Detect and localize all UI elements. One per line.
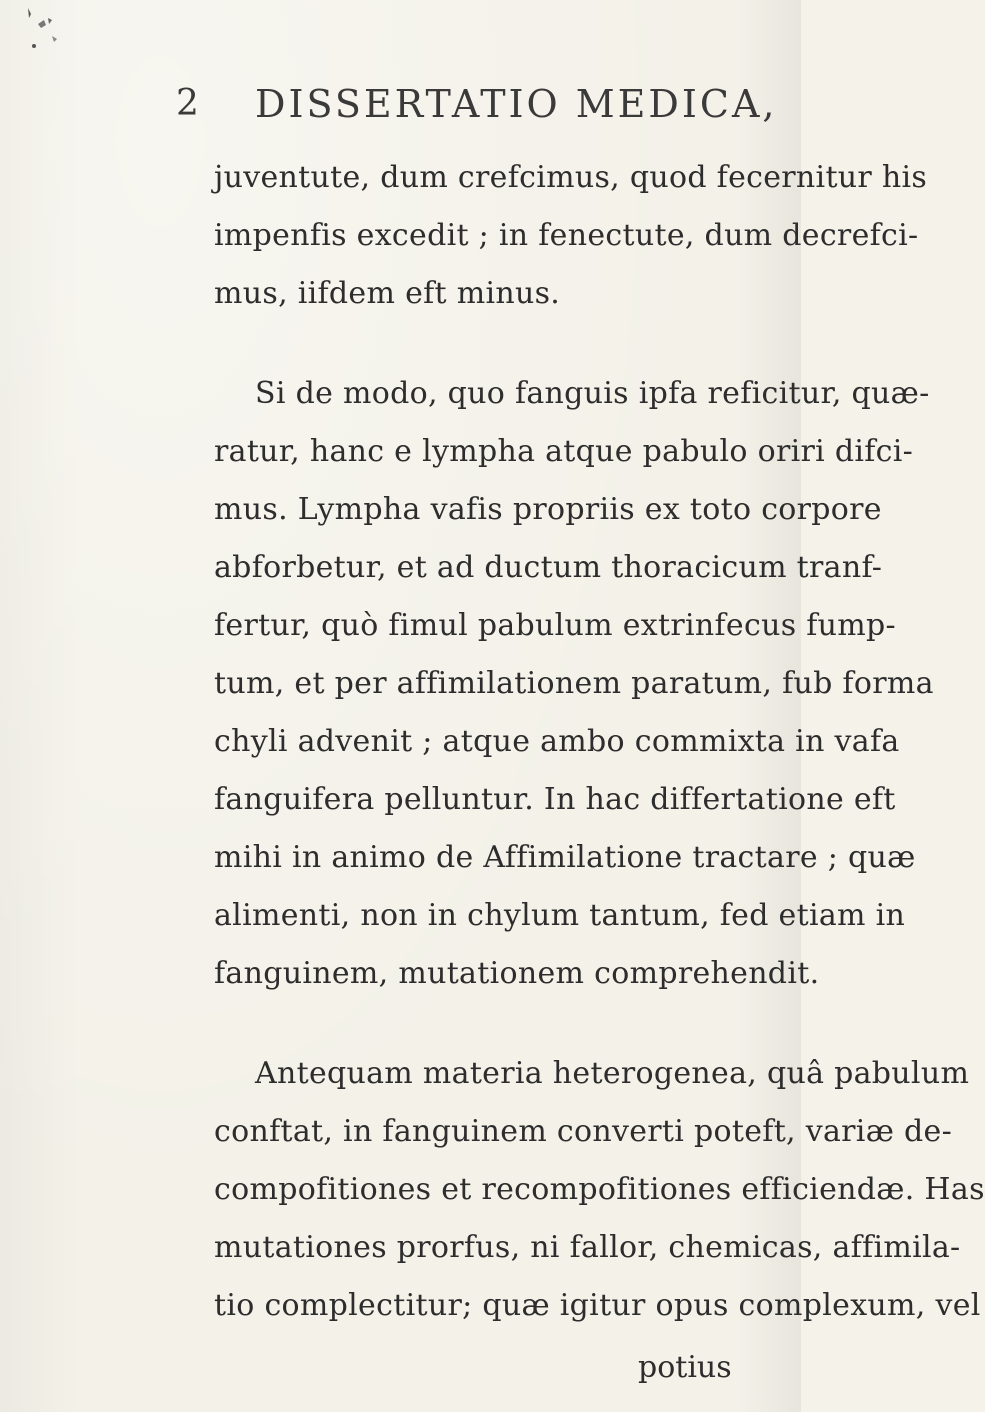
text-line: fanguifera pelluntur. In hac differtatione eft xyxy=(214,782,896,817)
text-line: mus. Lympha vafis propriis ex toto corpore xyxy=(214,492,882,527)
page-header xyxy=(0,84,801,134)
text-line: Antequam materia heterogenea, quâ pabulum xyxy=(255,1056,970,1091)
text-line: chyli advenit ; atque ambo commixta in vafa xyxy=(214,724,900,759)
text-line: tum, et per affimilationem paratum, fub forma xyxy=(214,666,934,701)
ink-specks xyxy=(8,6,68,56)
text-line: mutationes prorfus, ni fallor, chemicas, affimila- xyxy=(214,1230,961,1265)
text-line: compofitiones et recompofitiones efficiendæ. Has xyxy=(214,1172,985,1207)
page-number: 2 xyxy=(176,83,199,124)
text-line: impenfis excedit ; in fenectute, dum decrefci- xyxy=(214,218,919,253)
text-line: fanguinem, mutationem comprehendit. xyxy=(214,956,820,991)
text-line: ratur, hanc e lympha atque pabulo oriri difci- xyxy=(214,434,914,469)
text-line: tio complectitur; quæ igitur opus complexum, vel xyxy=(214,1288,981,1323)
catchword: potius xyxy=(638,1350,732,1385)
text-line: juventute, dum crefcimus, quod fecernitur his xyxy=(214,160,928,195)
running-title: DISSERTATIO MEDICA, xyxy=(255,82,778,126)
text-line: mus, iifdem eft minus. xyxy=(214,276,561,311)
text-line: abforbetur, et ad ductum thoracicum tranf- xyxy=(214,550,883,585)
text-line: alimenti, non in chylum tantum, fed etiam in xyxy=(214,898,906,933)
text-line: fertur, quò fimul pabulum extrinfecus fump- xyxy=(214,608,896,643)
text-line: mihi in animo de Affimilatione tractare ; quæ xyxy=(214,840,916,875)
text-line: conftat, in fanguinem converti poteft, variæ de- xyxy=(214,1114,953,1149)
text-line: Si de modo, quo fanguis ipfa reficitur, quæ- xyxy=(255,376,930,411)
